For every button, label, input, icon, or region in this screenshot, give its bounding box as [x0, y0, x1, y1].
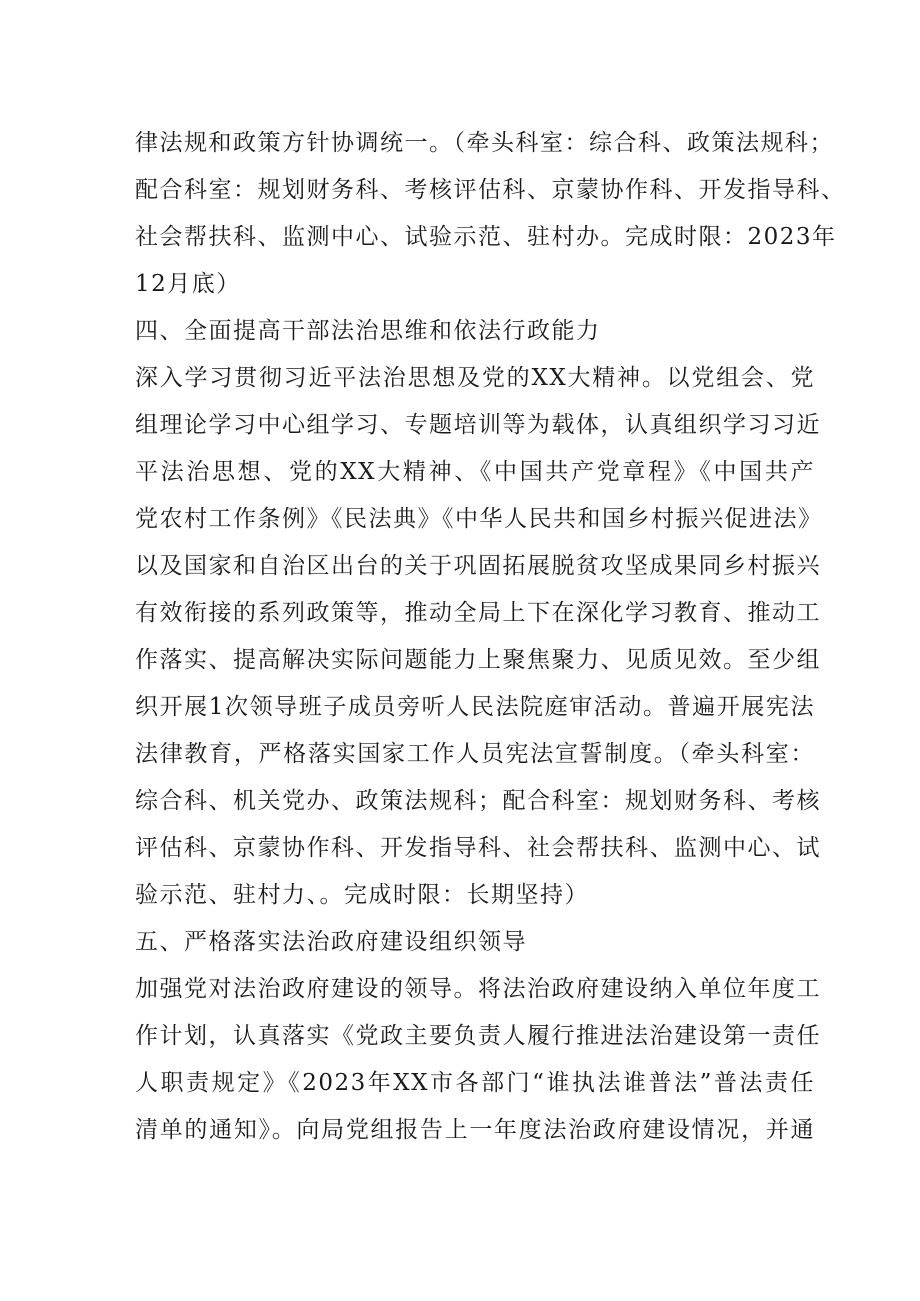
section-heading-5: 五、严格落实法治政府建设组织领导: [135, 929, 527, 955]
body-text-line: 配合科室：规划财务科、考核评估科、京蒙协作科、开发指导科、: [135, 177, 846, 203]
body-text-line: 党农村工作条例》《民法典》《中华人民共和国乡村振兴促进法》: [135, 506, 823, 532]
body-text-line: 律法规和政策方针协调统一。（牵头科室：综合科、政策法规科；: [135, 130, 834, 156]
body-text-line: 有效衔接的系列政策等，推动全局上下在深化学习教育、推动工: [135, 600, 821, 626]
body-text-line: 法律教育，严格落实国家工作人员宪法宣誓制度。（牵头科室：: [135, 741, 815, 767]
body-text-line: 组理论学习中心组学习、专题培训等为载体，认真组织学习习近: [135, 412, 821, 438]
body-text-line: 作计划，认真落实《党政主要负责人履行推进法治建设第一责任: [135, 1023, 821, 1049]
body-text-line: 评估科、京蒙协作科、开发指导科、社会帮扶科、监测中心、试: [135, 835, 821, 861]
body-text-line: 以及国家和自治区出台的关于巩固拓展脱贫攻坚成果同乡村振兴: [135, 553, 821, 579]
body-text-line: 社会帮扶科、监测中心、试验示范、驻村办。完成时限：2023年: [135, 224, 837, 250]
body-text-line: 深入学习贯彻习近平法治思想及党的XX大精神。以党组会、党: [135, 365, 815, 391]
body-text-line: 综合科、机关党办、政策法规科；配合科室：规划财务科、考核: [135, 788, 821, 814]
body-text-line: 验示范、驻村力、。完成时限：长期坚持）: [135, 882, 589, 908]
body-text-line: 12月底）: [135, 271, 241, 297]
body-text-line: 织开展1次领导班子成员旁听人民法院庭审活动。普遍开展宪法: [135, 694, 815, 720]
body-text-line: 人职责规定》《2023年XX市各部门“谁执法谁普法”普法责任: [135, 1070, 815, 1096]
body-text-line: 清单的通知》。向局党组报告上一年度法治政府建设情况，并通: [135, 1117, 815, 1143]
body-text-line: 作落实、提高解决实际问题能力上聚焦聚力、见质见效。至少组: [135, 647, 821, 673]
body-text-line: 平法治思想、党的XX大精神、《中国共产党章程》《中国共产: [135, 459, 815, 485]
body-text-line: 加强党对法治政府建设的领导。将法治政府建设纳入单位年度工: [135, 976, 821, 1002]
section-heading-4: 四、全面提高干部法治思维和依法行政能力: [135, 318, 601, 344]
